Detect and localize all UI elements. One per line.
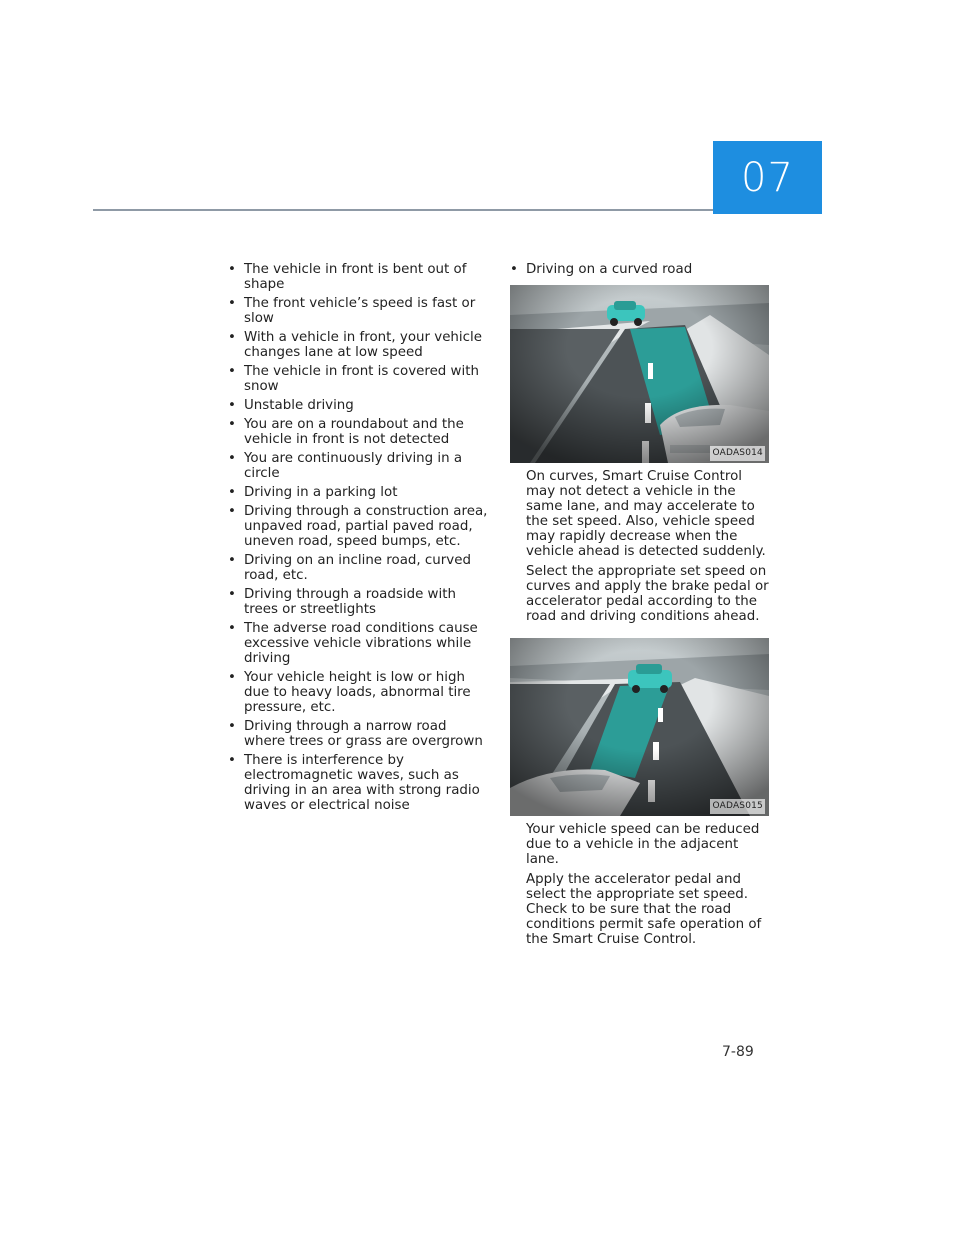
adjacent-lane-illustration xyxy=(510,638,769,816)
list-item: • Driving through a roadside with trees or streetlights xyxy=(228,587,490,617)
list-item: • Driving in a parking lot xyxy=(228,485,490,500)
condition-list xyxy=(228,262,490,813)
adjacent-lane-figure xyxy=(510,638,769,816)
figure-code: OADAS014 xyxy=(710,446,765,461)
list-item: • Driving through a construction area, unpaved road, partial paved road, uneven road, speed bumps, etc. xyxy=(228,504,490,549)
list-item: • Driving through a narrow road where trees or grass are overgrown xyxy=(228,719,490,749)
page-number: 7-89 xyxy=(722,1044,754,1060)
adjacent-lane-paragraph: Apply the accelerator pedal and select the appropriate set speed. Check to be sure that the road conditions permit safe operation of the Smart Cruise Control. xyxy=(526,872,762,947)
right-column xyxy=(510,262,772,947)
curved-road-figure xyxy=(510,285,769,463)
list-item: • Driving on a curved road xyxy=(510,262,772,277)
figure-code: OADAS015 xyxy=(710,799,765,814)
curved-road-illustration xyxy=(510,285,769,463)
curved-road-list xyxy=(510,262,772,277)
list-item: • You are continuously driving in a circle xyxy=(228,451,490,481)
list-item: • The vehicle in front is covered with snow xyxy=(228,364,490,394)
left-column xyxy=(228,262,490,817)
list-item: • The adverse road conditions cause excessive vehicle vibrations while driving xyxy=(228,621,490,666)
chapter-tab xyxy=(713,141,822,214)
curved-road-paragraph: Select the appropriate set speed on curves and apply the brake pedal or accelerator pedal according to the road and driving conditions ahead. xyxy=(526,564,769,624)
chapter-number: 07 xyxy=(741,154,794,201)
curved-road-paragraph: On curves, Smart Cruise Control may not detect a vehicle in the same lane, and may accelerate to the set speed. Also, vehicle speed may rapidly decrease when the vehicle ahead is detected suddenly. xyxy=(526,469,766,559)
list-item: • The vehicle in front is bent out of shape xyxy=(228,262,490,292)
list-item: • You are on a roundabout and the vehicle in front is not detected xyxy=(228,417,490,447)
list-item: • Your vehicle height is low or high due to heavy loads, abnormal tire pressure, etc. xyxy=(228,670,490,715)
list-item: • There is interference by electromagnetic waves, such as driving in an area with strong radio waves or electrical noise xyxy=(228,753,490,813)
list-item: • Unstable driving xyxy=(228,398,490,413)
header-rule xyxy=(93,209,713,211)
list-item: • With a vehicle in front, your vehicle changes lane at low speed xyxy=(228,330,490,360)
list-item: • Driving on an incline road, curved road, etc. xyxy=(228,553,490,583)
list-item: • The front vehicle’s speed is fast or slow xyxy=(228,296,490,326)
adjacent-lane-paragraph: Your vehicle speed can be reduced due to a vehicle in the adjacent lane. xyxy=(526,822,760,867)
